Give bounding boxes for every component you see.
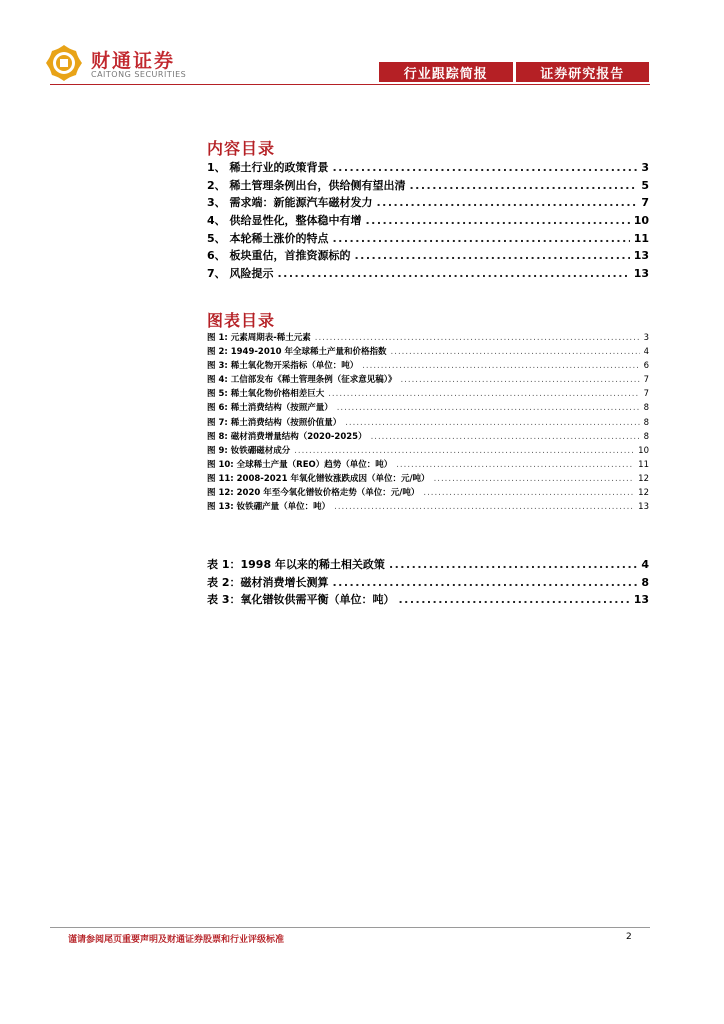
toc-entry-label: 1、 稀土行业的政策背景 <box>207 161 329 174</box>
toc-entry-label: 图 1: 元素周期表-稀土元素 <box>207 333 311 343</box>
page-header <box>0 0 724 90</box>
figure-entry[interactable] <box>207 458 649 472</box>
dot-leader <box>396 460 634 470</box>
figure-entry[interactable] <box>207 486 649 500</box>
dot-leader <box>328 389 639 399</box>
tables-list <box>207 556 649 609</box>
figure-entry[interactable] <box>207 373 649 387</box>
toc-entry-page: 8 <box>643 431 649 442</box>
dot-leader <box>332 161 637 174</box>
toc-entry-page: 8 <box>641 575 649 589</box>
toc-entry-page: 12 <box>638 488 649 499</box>
figure-entry[interactable] <box>207 387 649 401</box>
dot-leader <box>315 333 640 343</box>
dot-leader <box>277 267 629 280</box>
toc-entry-label: 图 10: 全球稀土产量（REO）趋势（单位：吨） <box>207 459 393 470</box>
contents-entry[interactable] <box>207 212 649 230</box>
toc-entry-page: 11 <box>638 459 649 470</box>
toc-entry-page: 3 <box>643 333 649 343</box>
dot-leader <box>337 403 640 413</box>
toc-entry-label: 图 11: 2008-2021 年氧化镨钕涨跌成因（单位：元/吨） <box>207 473 430 484</box>
dot-leader <box>362 361 639 371</box>
dot-leader <box>334 502 634 512</box>
contents-entry[interactable] <box>207 265 649 283</box>
dot-leader <box>398 593 629 606</box>
toc-entry-page: 12 <box>638 473 649 484</box>
toc-entry-label: 表 1：1998 年以来的稀土相关政策 <box>207 558 385 571</box>
figure-entry[interactable] <box>207 416 649 430</box>
dot-leader <box>365 214 629 227</box>
toc-entry-label: 表 3：氧化镨钕供需平衡（单位：吨） <box>207 593 395 606</box>
report-type-tag: 行业跟踪简报 <box>403 66 488 82</box>
dot-leader <box>376 196 637 209</box>
figure-entry[interactable] <box>207 359 649 373</box>
toc-entry-page: 4 <box>641 558 649 571</box>
contents-entry[interactable] <box>207 194 649 212</box>
toc-entry-page: 10 <box>638 445 649 456</box>
toc-entry-page: 11 <box>633 231 649 245</box>
toc-entry-label: 图 12: 2020 年至今氧化镨钕价格走势（单位：元/吨） <box>207 488 420 499</box>
dot-leader <box>434 474 635 484</box>
contents-entry[interactable] <box>207 177 649 195</box>
toc-entry-page: 13 <box>633 249 649 263</box>
toc-entry-label: 图 2: 1949-2010 年全球稀土产量和价格指数 <box>207 347 387 358</box>
dot-leader <box>332 576 637 589</box>
page-number: 2 <box>626 932 632 942</box>
toc-entry-page: 7 <box>643 375 649 386</box>
dot-leader <box>423 488 634 498</box>
toc-entry-label: 图 9: 钕铁硼磁材成分 <box>207 445 291 456</box>
toc-entry-label: 3、 需求端：新能源汽车磁材发力 <box>207 196 373 210</box>
dot-leader <box>332 232 629 245</box>
table-entry[interactable] <box>207 556 649 574</box>
toc-entry-label: 图 3: 稀土氧化物开采指标（单位：吨） <box>207 361 359 372</box>
logo-chinese-name: 财通证券 <box>91 50 176 72</box>
footer-disclaimer: 谨请参阅尾页重要声明及财通证券股票和行业评级标准 <box>68 935 285 945</box>
toc-entry-label: 6、 板块重估，首推资源标的 <box>207 249 351 263</box>
figure-entry[interactable] <box>207 472 649 486</box>
dot-leader <box>345 418 639 428</box>
toc-entry-label: 2、 稀土管理条例出台，供给侧有望出清 <box>207 178 406 192</box>
footer-divider <box>50 927 650 928</box>
toc-entry-label: 图 8: 磁材消费增量结构（2020-2025） <box>207 431 367 442</box>
report-type-bar <box>379 62 649 82</box>
table-entry[interactable] <box>207 574 649 592</box>
toc-entry-page: 13 <box>633 593 649 606</box>
dot-leader <box>371 432 640 442</box>
dot-leader <box>294 446 634 456</box>
figures-list <box>207 331 649 514</box>
figure-entry[interactable] <box>207 444 649 458</box>
toc-entry-page: 13 <box>638 502 649 513</box>
caitong-coin-icon <box>45 44 83 82</box>
dot-leader <box>409 179 637 192</box>
figure-entry[interactable] <box>207 401 649 415</box>
toc-entry-label: 图 6: 稀土消费结构（按照产量） <box>207 403 333 414</box>
header-divider <box>50 84 650 85</box>
toc-entry-label: 7、 风险提示 <box>207 267 274 281</box>
toc-entry-label: 4、 供给显性化，整体稳中有增 <box>207 214 362 228</box>
toc-entry-page: 10 <box>633 214 649 228</box>
figure-entry[interactable] <box>207 345 649 359</box>
dot-leader <box>354 249 629 262</box>
toc-entry-page: 4 <box>643 347 649 358</box>
toc-entry-page: 7 <box>641 196 649 210</box>
table-entry[interactable] <box>207 591 649 609</box>
toc-entry-page: 3 <box>641 161 649 174</box>
toc-entry-label: 图 4: 工信部发布《稀土管理条例（征求意见稿）》 <box>207 375 397 386</box>
dot-leader <box>389 558 637 571</box>
toc-entry-page: 8 <box>643 417 649 428</box>
toc-entry-label: 图 7: 稀土消费结构（按照价值量） <box>207 417 342 428</box>
toc-entry-page: 7 <box>643 389 649 400</box>
contents-entry[interactable] <box>207 247 649 265</box>
toc-entry-page: 6 <box>643 361 649 372</box>
logo-english-name: CAITONG SECURITIES <box>91 70 187 79</box>
figure-entry[interactable] <box>207 430 649 444</box>
contents-list <box>207 159 649 283</box>
figure-entry[interactable] <box>207 331 649 345</box>
toc-entry-label: 图 5: 稀土氧化物价格相差巨大 <box>207 389 325 400</box>
contents-entry[interactable] <box>207 230 649 248</box>
toc-entry-label: 图 13: 钕铁硼产量（单位：吨） <box>207 502 331 513</box>
toc-entry-page: 8 <box>643 403 649 414</box>
toc-entry-label: 5、 本轮稀土涨价的特点 <box>207 231 329 245</box>
toc-entry-page: 13 <box>633 267 649 281</box>
figures-title: 图表目录 <box>207 311 276 330</box>
dot-leader <box>400 375 639 385</box>
contents-entry[interactable] <box>207 159 649 177</box>
figure-entry[interactable] <box>207 500 649 514</box>
toc-entry-label: 表 2：磁材消费增长测算 <box>207 575 329 589</box>
toc-entry-page: 5 <box>641 178 649 192</box>
caitong-logo <box>45 44 225 84</box>
contents-title: 内容目录 <box>207 139 276 158</box>
dot-leader <box>391 347 640 357</box>
report-category-tag: 证券研究报告 <box>540 66 625 82</box>
